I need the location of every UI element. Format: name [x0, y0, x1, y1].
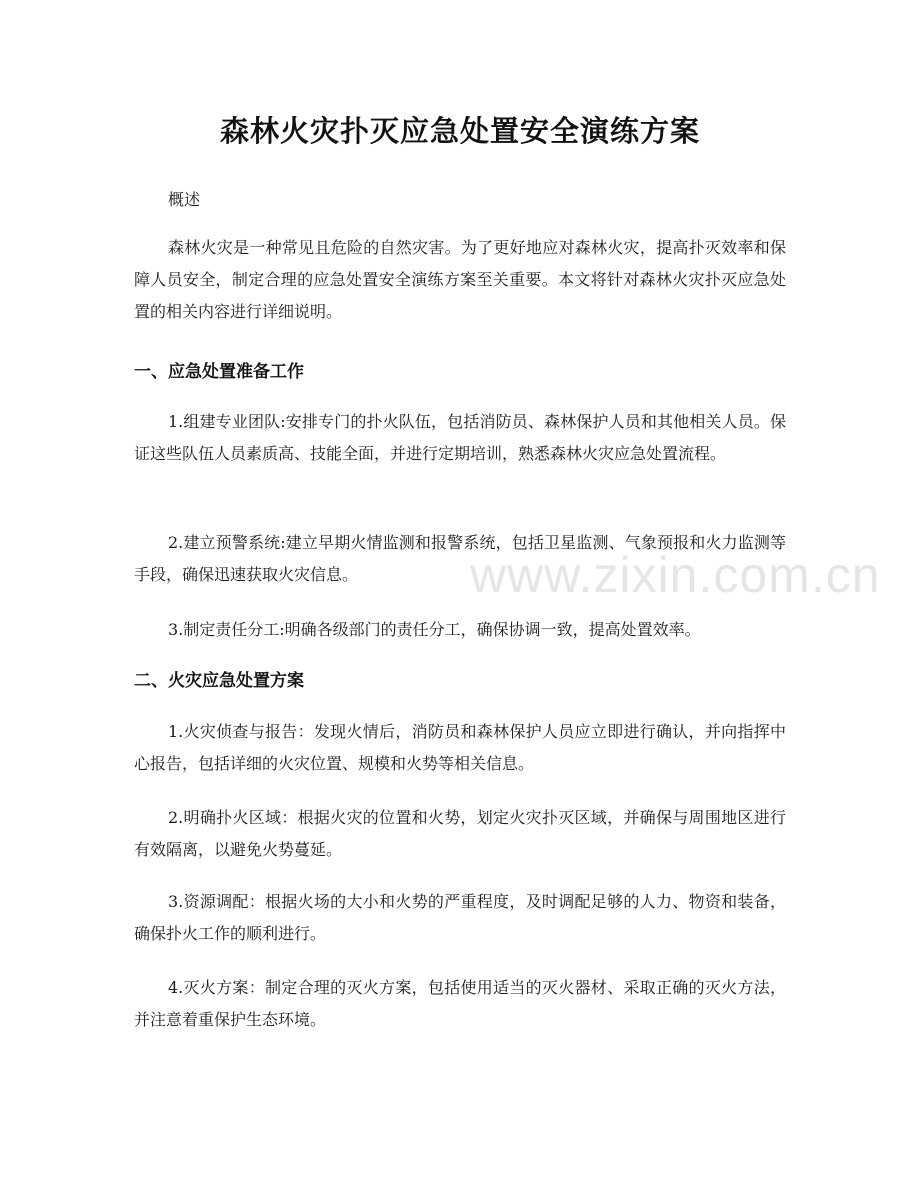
section2-item-3: 3.资源调配：根据火场的大小和火势的严重程度，及时调配足够的人力、物资和装备，确保扑火工作的顺利进行。 [134, 892, 786, 943]
section2-item-4: 4.灭火方案：制定合理的灭火方案，包括使用适当的灭火器材、采取正确的灭火方法，并注意着重保护生态环境。 [134, 978, 786, 1029]
intro-paragraph: 森林火灾是一种常见且危险的自然灾害。为了更好地应对森林火灾，提高扑灭效率和保障人员安全，制定合理的应急处置安全演练方案至关重要。本文将针对森林火灾扑灭应急处置的相关内容进行详细说明。 [134, 238, 786, 321]
watermark: www.zixin.com.cn [470, 547, 881, 603]
section2-item-1: 1.火灾侦查与报告：发现火情后，消防员和森林保护人员应立即进行确认，并向指挥中心报告，包括详细的火灾位置、规模和火势等相关信息。 [134, 722, 786, 773]
section1-item-2: 2.建立预警系统:建立早期火情监测和报警系统，包括卫星监测、气象预报和火力监测等手段，确保迅速获取火灾信息。 [134, 533, 786, 584]
section1-item-1: 1.组建专业团队:安排专门的扑火队伍，包括消防员、森林保护人员和其他相关人员。保证这些队伍人员素质高、技能全面，并进行定期培训，熟悉森林火灾应急处置流程。 [134, 412, 786, 463]
section1-item-3: 3.制定责任分工:明确各级部门的责任分工，确保协调一致，提高处置效率。 [168, 620, 701, 639]
section2-item-2: 2.明确扑火区域：根据火灾的位置和火势，划定火灾扑灭区域，并确保与周围地区进行有效隔离，以避免火势蔓延。 [134, 808, 786, 859]
section1-heading: 一、应急处置准备工作 [134, 362, 304, 382]
overview-label: 概述 [168, 190, 201, 209]
section2-heading: 二、火灾应急处置方案 [134, 671, 304, 691]
document-title: 森林火灾扑灭应急处置安全演练方案 [219, 114, 700, 148]
